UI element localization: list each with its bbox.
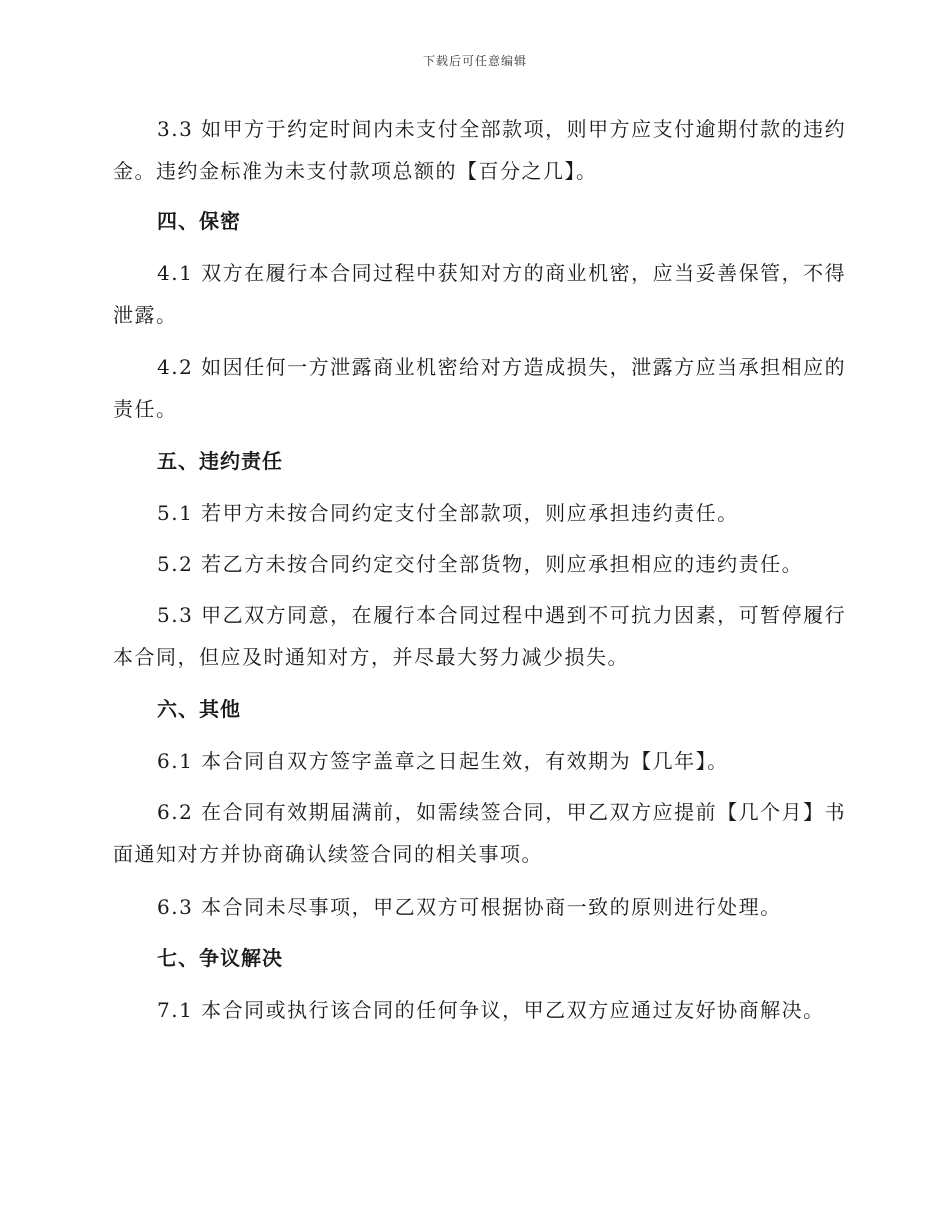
section-heading-confidentiality: 四、保密 — [157, 209, 241, 233]
section-heading-dispute-resolution: 七、争议解决 — [157, 946, 283, 970]
clause-6-2-line-2: 面通知对方并协商确认续签合同的相关事项。 — [113, 842, 543, 866]
clause-7-1: 7.1 本合同或执行该合同的任何争议，甲乙双方应通过友好协商解决。 — [157, 998, 825, 1022]
page-header: 下载后可任意编辑 — [422, 54, 527, 68]
clause-5-3-line-1: 5.3 甲乙双方同意，在履行本合同过程中遇到不可抗力因素，可暂停履行 — [157, 603, 847, 627]
section-heading-breach-liability: 五、违约责任 — [157, 449, 283, 473]
clause-6-1: 6.1 本合同自双方签字盖章之日起生效，有效期为【几年】。 — [157, 749, 729, 773]
clause-5-3-line-2: 本合同，但应及时通知对方，并尽最大努力减少损失。 — [113, 645, 629, 669]
clause-3-3-line-2: 金。违约金标准为未支付款项总额的【百分之几】。 — [113, 159, 598, 183]
clause-5-1: 5.1 若甲方未按合同约定支付全部款项，则应承担违约责任。 — [157, 501, 739, 525]
clause-3-3-line-1: 3.3 如甲方于约定时间内未支付全部款项，则甲方应支付逾期付款的违约 — [157, 117, 847, 141]
clause-6-2-line-1: 6.2 在合同有效期届满前，如需续签合同，甲乙双方应提前【几个月】书 — [157, 800, 847, 824]
clause-4-2-line-2: 责任。 — [113, 397, 178, 421]
section-heading-other: 六、其他 — [157, 697, 241, 721]
clause-4-1-line-2: 泄露。 — [113, 303, 178, 327]
clause-5-2: 5.2 若乙方未按合同约定交付全部货物，则应承担相应的违约责任。 — [157, 552, 804, 576]
clause-6-3: 6.3 本合同未尽事项，甲乙双方可根据协商一致的原则进行处理。 — [157, 895, 782, 919]
clause-4-1-line-1: 4.1 双方在履行本合同过程中获知对方的商业机密，应当妥善保管，不得 — [157, 261, 847, 285]
clause-4-2-line-1: 4.2 如因任何一方泄露商业机密给对方造成损失，泄露方应当承担相应的 — [157, 355, 847, 379]
